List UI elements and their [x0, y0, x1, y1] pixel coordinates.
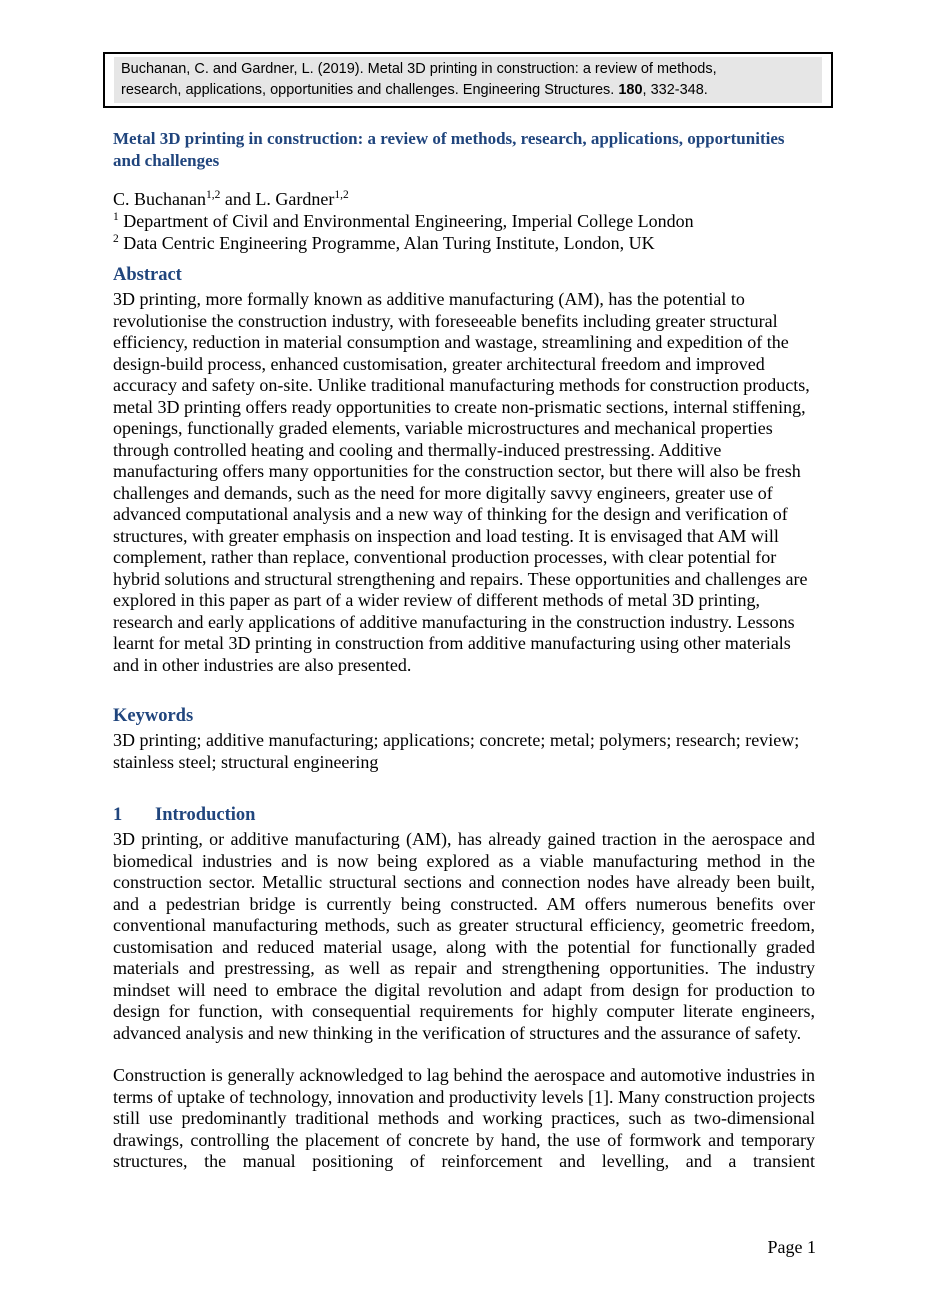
section-number: 1	[113, 805, 123, 825]
abstract-body: 3D printing, more formally known as additive manufacturing (AM), has the potential to revolutionise the construction industry, with foreseeable benefits including greater structural efficiency, reduction in material consumption and wastage, streamlining and expedition of the design-build process, enhanced customisation, greater architectural freedom and improved accuracy and safety on-site. Unlike traditional manufacturing methods for construction products, metal 3D printing offers ready opportunities to create non-prismatic sections, internal stiffening, openings, functionally graded elements, variable microstructures and mechanical properties through controlled heating and cooling and thermally-induced prestressing. Additive manufacturing offers many opportunities for the construction sector, but there will also be fresh challenges and demands, such as the need for more digitally savvy engineers, greater use of advanced computational analysis and a new way of thinking for the design and verification of structures, with greater emphasis on inspection and load testing. It is envisaged that AM will complement, rather than replace, conventional production processes, with clear potential for hybrid solutions and structural strengthening and repairs. These opportunities and challenges are explored in this paper as part of a wider review of different methods of metal 3D printing, research and early applications of additive manufacturing in the construction industry. Lessons learnt for metal 3D printing in construction from additive manufacturing using other materials and in other industries are also presented.	[113, 289, 810, 675]
affiliation-1	[113, 210, 815, 232]
affiliation-2-superscript: 2	[113, 233, 119, 245]
affiliation-2-text: Data Centric Engineering Programme, Alan Turing Institute, London, UK	[118, 233, 655, 253]
citation-text	[114, 57, 822, 103]
introduction-paragraph-1: 3D printing, or additive manufacturing (AM), has already gained traction in the aerospace and biomedical industries and is now being explored as a viable manufacturing method in the construction sector. Metallic structural sections and connection nodes have already been built, and a pedestrian bridge is currently being constructed. AM offers numerous benefits over conventional manufacturing methods, such as greater structural efficiency, geometric freedom, customisation and reduced material usage, along with the potential for functionally graded materials and prestressing, as well as repair and strengthening opportunities. The industry mindset will need to embrace the digital revolution and adapt from design for production to design for function, with consequential requirements for highly computer literate engineers, advanced analysis and new thinking in the verification of structures and the assurance of safety.	[113, 829, 815, 1043]
keywords-heading: Keywords	[113, 706, 194, 726]
page-number: Page 1	[767, 1237, 816, 1257]
abstract-heading: Abstract	[113, 265, 182, 285]
section-title: Introduction	[155, 805, 256, 825]
citation-line1: Buchanan, C. and Gardner, L. (2019). Metal 3D printing in construction: a review of methods,	[121, 61, 717, 77]
citation-volume: 180	[618, 82, 643, 98]
citation-box	[103, 52, 833, 108]
authors-affiliations	[113, 188, 815, 254]
introduction-heading	[113, 804, 815, 826]
author-2-superscript: 1,2	[334, 189, 349, 201]
author-1: C. Buchanan	[113, 189, 206, 209]
affiliation-1-superscript: 1	[113, 211, 119, 223]
citation-pages: , 332-348.	[642, 82, 708, 98]
author-1-superscript: 1,2	[205, 189, 221, 201]
keywords-body: 3D printing; additive manufacturing; applications; concrete; metal; polymers; research; review; stainless steel; structural engineering	[113, 730, 800, 772]
affiliation-2	[113, 232, 815, 254]
paper-title: Metal 3D printing in construction: a review of methods, research, applications, opportunities and challenges	[113, 129, 785, 170]
citation-line2-pre: research, applications, opportunities and challenges. Engineering Structures.	[121, 82, 619, 98]
affiliation-1-text: Department of Civil and Environmental Engineering, Imperial College London	[118, 211, 694, 231]
authors-line	[113, 188, 815, 210]
author-2: and L. Gardner	[220, 189, 335, 209]
introduction-paragraph-2: Construction is generally acknowledged to lag behind the aerospace and automotive industries in terms of uptake of technology, innovation and productivity levels [1]. Many construction projects still use predominantly traditional methods and working practices, such as two-dimensional drawings, controlling the placement of concrete by hand, the use of formwork and temporary structures, the manual positioning of reinforcement and levelling, and a transient	[113, 1065, 815, 1171]
